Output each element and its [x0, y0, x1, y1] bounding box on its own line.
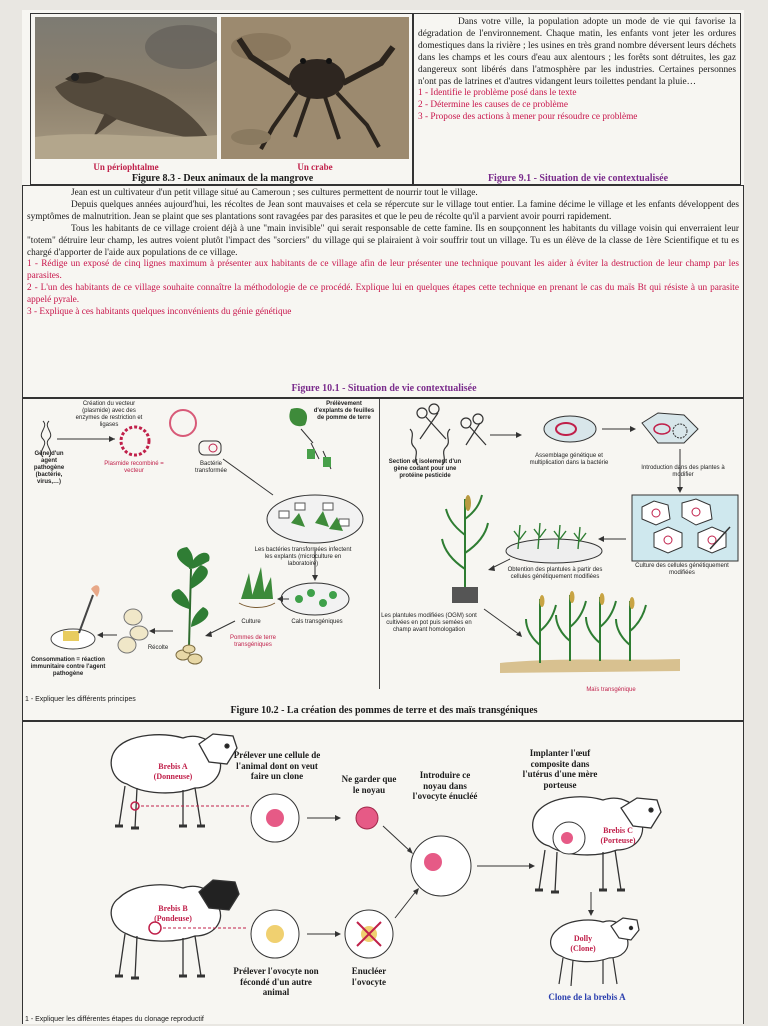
village-beliefs: Tous les habitants de ce village croient déjà à une "main invisible" qui serait responsable de cette famine. Ils en soupçonnent les habitants du village voisin qui enverraient leur "totem" détruire leur champ, les autres voient plutôt l'impact des "sorciers" du village qui se plairaient à voir souffrir tout un village. Tu es un élève de la classe de 1ère Scientifique et tu es chargé d'apporter de l'aide aux populations de ce village.: [27, 223, 739, 258]
step-implant: Implanter l'œuf composite dans l'utérus d'une mère porteuse: [522, 748, 598, 790]
figure-9-1-panel: [413, 13, 741, 185]
figure-10-1-title: Figure 10.1 - Situation de vie contextualisée: [291, 383, 477, 394]
jean-intro: Jean est un cultivateur d'un petit village situé au Cameroun ; ses cultures permettent de nourrir tout le village.: [71, 188, 478, 198]
label-gene-section: Section et isolement d'un gène codant pour une protéine pesticide: [388, 459, 462, 479]
maize-diagram-art: [380, 399, 744, 689]
crab-photo: [221, 17, 409, 159]
label-vector-creation: Création du vecteur (plasmide) avec des enzymes de restriction et ligases: [75, 401, 143, 428]
label-pathogen-gene: Gène d'un agent pathogène (bactérie, virus,…): [33, 451, 65, 485]
label-transgenic-maize: Maïs transgénique: [586, 687, 636, 693]
question-10-1-2: 2 - L'un des habitants de ce village souhaite connaître la méthodologie de ce procédé. Explique lui en quelques étapes cette technique en prenant le cas du maïs Bt qui résiste à un parasite appelé pyrale.: [27, 283, 739, 306]
brebis-b-label: Brebis B (Pondeuse): [154, 904, 192, 923]
figure-10-3-panel: [22, 721, 744, 1024]
label-introduction: Introduction dans des plantes à modifier: [641, 465, 725, 478]
jean-problem: Depuis quelques années aujourd'hui, les récoltes de Jean sont mauvaises et cela se répercute sur le village tout entier. La famine décime le village et les enfants développent des symptômes de malnutrition. Jean se plaint que ses plantations sont ravagées par des parasites et que le peu de récolte qu'il a parvient avoir pourri rapidement.: [27, 199, 739, 222]
question-9-1-3: 3 - Propose des actions à mener pour résoudre ce problème: [418, 112, 638, 123]
step-enucleate: Enucléer l'ovocyte: [351, 966, 387, 987]
crab-caption: Un crabe: [297, 162, 333, 172]
figure-8-3-title: Figure 8.3 - Deux animaux de la mangrove: [131, 173, 314, 184]
label-harvest: Récolte: [147, 645, 169, 651]
potato-diagram-art: [23, 399, 379, 689]
label-gmo-plants: Les plantules modifiées (OGM) sont cultivées en pot puis semées en champ avant homologation: [381, 613, 477, 633]
figure-10-2-title: Figure 10.2 - La création des pommes de terre et des maïs transgéniques: [230, 705, 538, 716]
label-culture: Culture: [241, 619, 261, 625]
sheep-a: [111, 734, 237, 828]
figure-9-1-title: Figure 9.1 - Situation de vie contextualisée: [487, 173, 669, 184]
label-infect: Les bactéries transformées infectent les explants (microculture en laboratoire): [254, 547, 352, 567]
question-10-2-1: 1 - Expliquer les différents principes: [25, 696, 136, 703]
figure-8-3-panel: [30, 13, 413, 185]
brebis-c-label: Brebis C (Porteuse): [600, 826, 636, 845]
clone-of-a: Clone de la brebis A: [548, 992, 626, 1002]
label-transgenic-potatoes: Pommes de terre transgéniques: [229, 635, 277, 648]
figure-10-1-panel: [22, 185, 744, 398]
environment-text: Dans votre ville, la population adopte un mode de vie qui favorise la dégradation de l'environnement. Chaque matin, les enfants vont jeter les ordures domestiques dans la rivière ; les usines en très grand nombre déversent leurs déchets dans les champs et les cours d'eau aux alentours ; les forêts sont détruites, les gaz dangereux sont libérés dans l'atmosphère par les industries. Certaines personnes n'ont pas de latrines et d'autres vidangent leurs toilettes pendant la pluie…: [418, 17, 736, 87]
label-plantlets: Obtention des plantules à partir des cellules génétiquement modifiées: [507, 567, 603, 580]
label-calluses: Cals transgéniques: [291, 619, 343, 625]
sheep-b: [111, 880, 239, 978]
worksheet-page: [22, 10, 744, 1024]
step-take-cell: Prélever une cellule de l'animal dont on veut faire un clone: [233, 750, 321, 781]
label-genetic-assembly: Assemblage génétique et multiplication dans la bactérie: [529, 453, 609, 466]
step-introduce: Introduire ce noyau dans l'ovocyte énucléé: [412, 770, 478, 801]
question-9-1-2: 2 - Détermine les causes de ce problème: [418, 100, 568, 111]
question-9-1-1: 1 - Identifie le problème posé dans le texte: [418, 88, 577, 99]
mudskipper-caption: Un périophtalme: [93, 162, 159, 172]
label-cell-culture: Culture des cellules génétiquement modifiées: [635, 563, 729, 576]
question-10-1-3: 3 - Explique à ces habitants quelques inconvénients du génie génétique: [27, 307, 292, 318]
label-leaf-explants: Prélèvement d'explants de feuilles de pomme de terre: [313, 401, 375, 421]
step-take-oocyte: Prélever l'ovocyte non fécondé d'un autre animal: [233, 966, 319, 997]
figure-10-2-panel: [22, 398, 744, 721]
question-10-3-1: 1 - Expliquer les différentes étapes du clonage reproductif: [25, 1016, 204, 1023]
label-plasmid: Plasmide recombiné = vecteur: [104, 461, 164, 474]
mudskipper-photo: [35, 17, 217, 159]
label-consumption: Consommation = réaction immunitaire contre l'agent pathogène: [30, 657, 106, 677]
brebis-a-label: Brebis A (Donneuse): [153, 762, 193, 781]
question-10-1-1: 1 - Rédige un exposé de cinq lignes maximum à présenter aux habitants de ce village afin de leur présenter une technique pouvant les aider à éviter la destruction de leur champ par les parasites.: [27, 259, 739, 282]
label-bacterium: Bactérie transformée: [194, 461, 227, 474]
step-keep-nucleus: Ne garder que le noyau: [341, 774, 397, 795]
dolly-label: Dolly (Clone): [570, 934, 596, 953]
